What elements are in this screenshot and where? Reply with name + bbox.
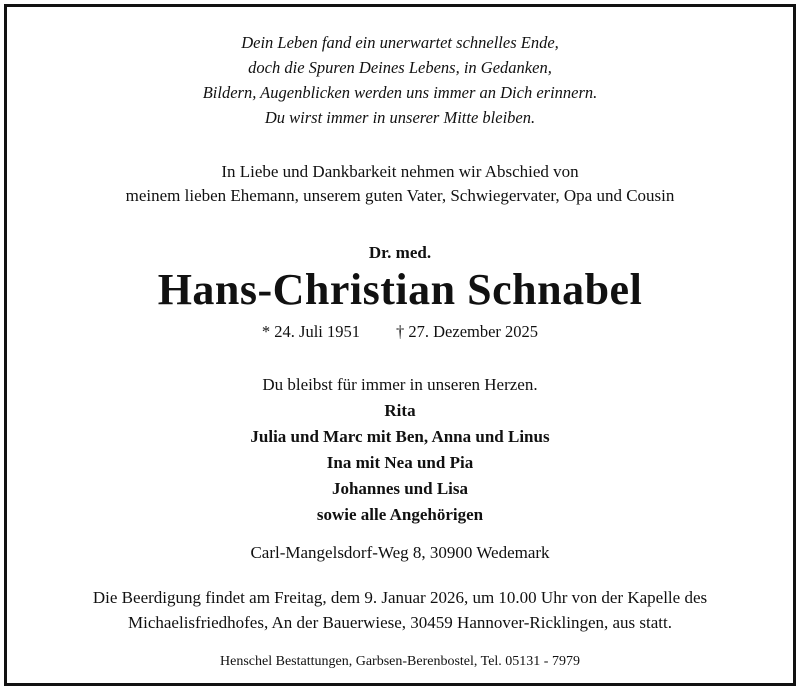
funeral-home-footer: Henschel Bestattungen, Garbsen-Berenbostel, Tel. 05131 - 7979 (220, 654, 580, 669)
poem-line-4: Du wirst immer in unserer Mitte bleiben. (264, 108, 536, 127)
funeral-line-1: Die Beerdigung findet am Freitag, dem 9. Januar 2026, um 10.00 Uhr von der Kapelle des (92, 588, 708, 607)
border-frame (4, 4, 796, 686)
family-member-5: sowie alle Angehörigen (316, 505, 484, 524)
deceased-name: Hans-Christian Schnabel (157, 265, 643, 314)
family-member-3: Ina mit Nea und Pia (326, 453, 474, 472)
intro-line-2: meinem lieben Ehemann, unserem guten Vater, Schwiegervater, Opa und Cousin (125, 186, 675, 205)
family-member-1: Rita (384, 401, 416, 420)
poem-line-1: Dein Leben fand ein unerwartet schnelles Ende, (241, 33, 559, 52)
family-intro: Du bleibst für immer in unseren Herzen. (262, 375, 538, 394)
intro-line-1: In Liebe und Dankbarkeit nehmen wir Abschied von (221, 162, 579, 181)
family-member-2: Julia und Marc mit Ben, Anna und Linus (250, 427, 550, 446)
death-date: † 27. Dezember 2025 (396, 322, 539, 341)
life-dates (0, 322, 800, 342)
funeral-line-2: Michaelisfriedhofes, An der Bauerwiese, 30459 Hannover-Ricklingen, aus statt. (128, 613, 672, 632)
family-address: Carl-Mangelsdorf-Weg 8, 30900 Wedemark (250, 543, 550, 562)
birth-date: * 24. Juli 1951 (261, 322, 361, 341)
poem-line-2: doch die Spuren Deines Lebens, in Gedanken, (248, 58, 552, 77)
poem-line-3: Bildern, Augenblicken werden uns immer an Dich erinnern. (202, 83, 598, 102)
family-member-4: Johannes und Lisa (331, 479, 469, 498)
academic-title: Dr. med. (368, 243, 432, 262)
